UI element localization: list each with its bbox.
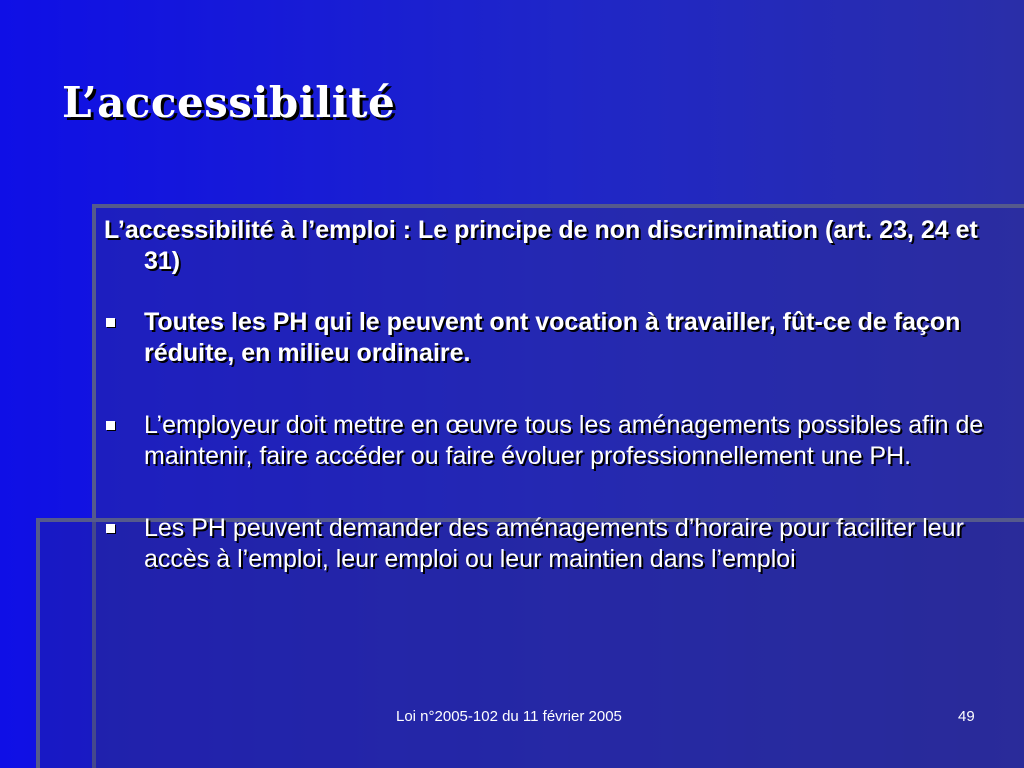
slide-title: L’accessibilité (62, 78, 396, 127)
bullet-text: Toutes les PH qui le peuvent ont vocation à travailler, fût-ce de façon réduite, en milieu ordinaire. (144, 308, 961, 367)
bullet-list (104, 307, 984, 575)
bullet-item (104, 513, 984, 575)
slide-subheading: L’accessibilité à l’emploi : Le principe de non discrimination (art. 23, 24 et 31) (104, 216, 978, 275)
square-bullet-icon (106, 318, 115, 327)
square-bullet-icon (106, 524, 115, 533)
bullet-item (104, 410, 984, 472)
slide-content (104, 215, 984, 616)
square-bullet-icon (106, 421, 115, 430)
bullet-text: L’employeur doit mettre en œuvre tous les aménagements possibles afin de maintenir, faire accéder ou faire évoluer professionnellement une PH. (144, 411, 984, 470)
bullet-text: Les PH peuvent demander des aménagements d’horaire pour faciliter leur accès à l’emploi, leur emploi ou leur maintien dans l’emploi (144, 514, 964, 573)
page-number: 49 (958, 708, 975, 725)
slide-footer: Loi n°2005-102 du 11 février 2005 (396, 708, 622, 725)
bullet-item (104, 307, 984, 369)
